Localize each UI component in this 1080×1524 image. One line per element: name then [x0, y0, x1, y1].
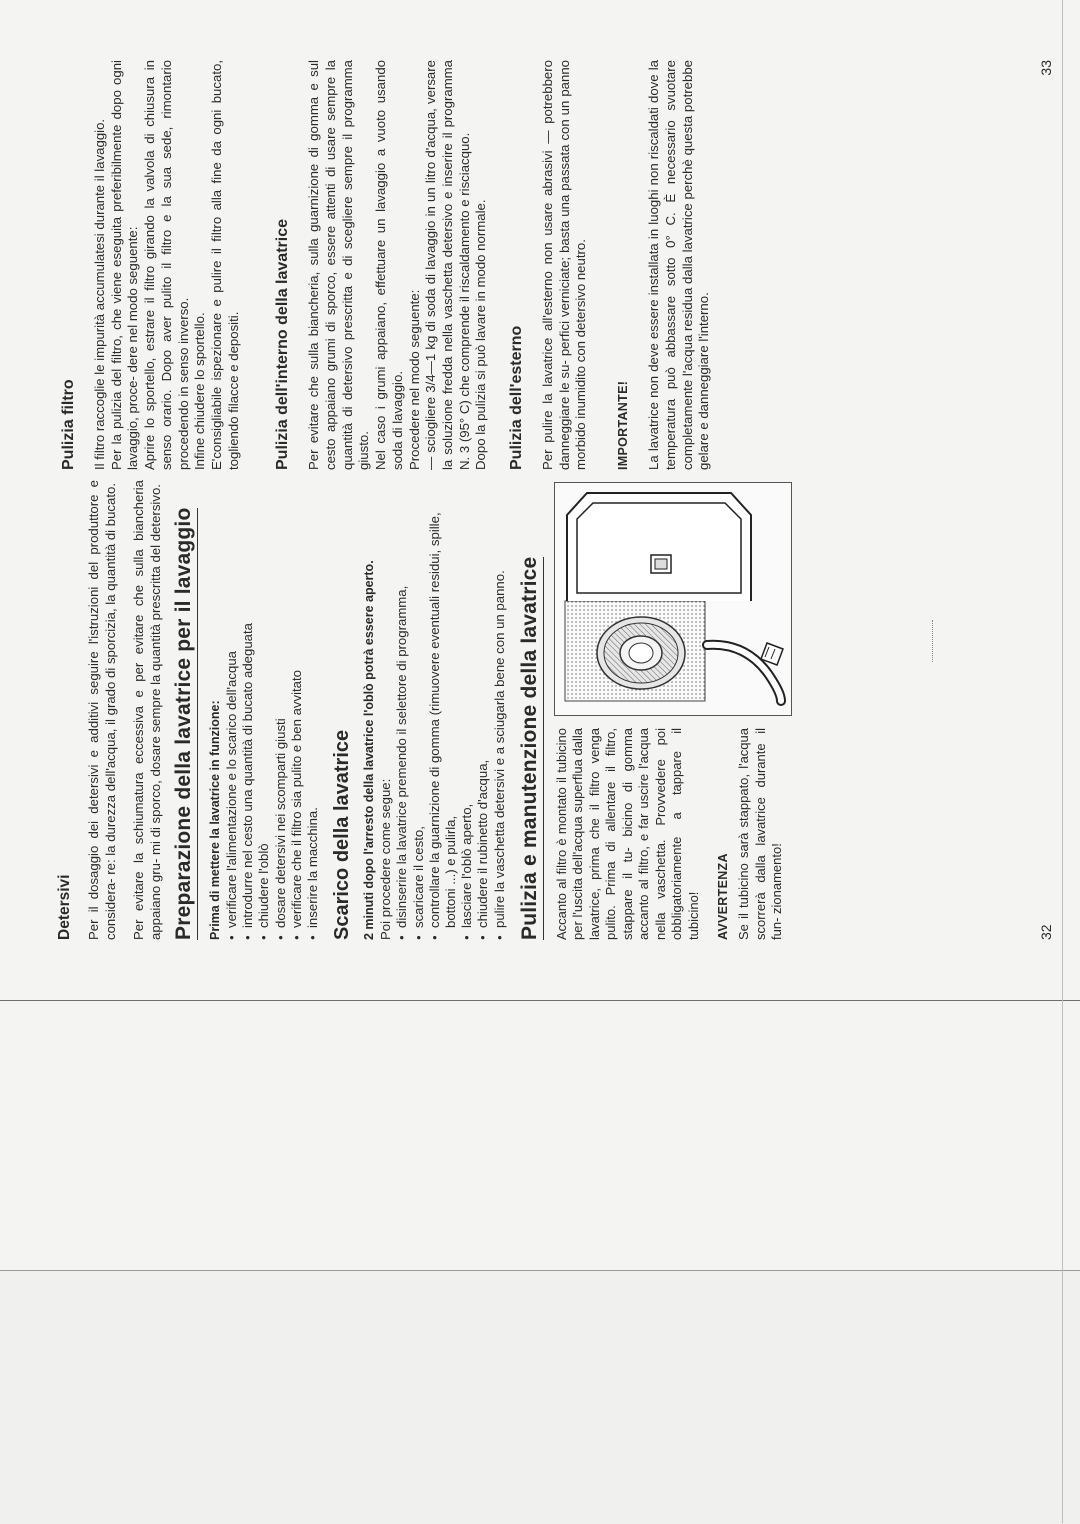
interno-p5: Dopo la pulizia si può lavare in modo normale. — [473, 199, 489, 470]
heading-preparazione: Preparazione della lavatrice per il lavaggio — [172, 508, 198, 940]
heading-scarico: Scarico della lavatrice — [331, 729, 354, 940]
esterno-p1: Per pulire la lavatrice all'esterno non usare abrasivi — potrebbero danneggiare le su- perfici verniciate; basta una passata con un panno morbido inumidito con detersivo neutro. — [540, 60, 589, 470]
importante-text: La lavatrice non deve essere installata in luoghi non riscaldati dove la temperatura può abbassare sotto 0° C. È necessario svuotare completamente l'acqua residua dalla lavatrice perchè questa potrebbe gelare e danneggiare l'interno. — [646, 60, 712, 470]
list-item: ● disinserire la lavatrice premendo il selettore di programma, — [394, 480, 410, 940]
list-item: ● controllare la guarnizione di gomma (rimuovere eventuali residui, spille, bottoni ...) e pulirla, — [427, 480, 459, 940]
list-item: ● scaricare il cesto, — [411, 480, 427, 940]
filtro-p4: Infine chiudere lo sportello. — [192, 312, 208, 470]
detersivi-p1: Per il dosaggio dei detersivi e additivi seguire l'istruzioni del produttore e considera- re: la durezza dell'acqua, il grado di sporcizia, la quantità di bucato. — [86, 480, 118, 940]
page-edge-rule — [1062, 0, 1063, 1523]
interno-p4: — sciogliere 3/4—1 kg di soda di lavaggio in un litro d'acqua, versare la soluzione fredda nella vaschetta detersivo e inserire il programma N. 3 (95° C) che comprende il riscaldamento e risciacquo. — [423, 60, 472, 470]
filter-hose-illustration — [554, 482, 792, 716]
avvertenza-text: Se il tubicino sarà stappato, l'acqua scorrerà dalla lavatrice durante il fun- zionamento! — [736, 728, 785, 940]
scan-lower-band — [0, 1270, 1080, 1524]
interno-p1: Per evitare che sulla biancheria, sulla guarnizione di gomma e sul cesto appaiano grumi di sporco, essere attenti di usare sempre la quantità di detersivo prescritta e di scegliere sempre il programma giusto. — [306, 60, 372, 470]
washing-machine-filter-drawing — [555, 483, 791, 715]
manutenzione-text — [554, 728, 798, 940]
scarico-list — [394, 480, 507, 940]
page-32 — [50, 480, 1060, 940]
heading-pulizia-filtro: Pulizia filtro — [60, 379, 77, 470]
filtro-p5: E'consigliabile ispezionare e pulire il filtro alla fine da ogni bucato, togliendo filacce e depositi. — [208, 60, 241, 470]
manutenzione-columns — [554, 480, 798, 940]
manutenzione-p1: Accanto al filtro è montato il tubicino per l'uscita dell'acqua superflua dalla lavatrice, prima che il filtro venga pulito. Prima di allentare il filtro, stappare il tu- bicino di gomma accanto al filtro, e far uscire l'acqua nella vaschetta. Provvedere poi obbligatoriamente a tappare il tubicino! — [553, 728, 701, 940]
interno-p3: Procedere nel modo seguente: — [406, 289, 422, 470]
preparazione-list — [224, 480, 321, 940]
preparazione-lead: Prima di mettere la lavatrice in funzione: — [208, 700, 222, 940]
page-number-33: 33 — [1038, 60, 1054, 76]
avvertenza-label: AVVERTENZA — [716, 853, 731, 940]
heading-pulizia-interno: Pulizia dell'interno della lavatrice — [274, 219, 292, 470]
filtro-p2: Per la pulizia del filtro, che viene eseguita preferibilmente dopo ogni lavaggio, proce- dere nel modo seguente: — [108, 60, 141, 470]
list-item: ● dosare detersivi nei scomparti giusti — [273, 480, 289, 940]
page-number-32: 32 — [1038, 924, 1054, 940]
scarico-intro: Poi procedere come segue: — [378, 778, 394, 940]
list-item: ● introdurre nel cesto una quantità di bucato adeguata — [240, 480, 256, 940]
list-item: ● lasciare l'oblò aperto, — [459, 480, 475, 940]
interno-p2: Nel caso i grumi appaiano, effettuare un lavaggio a vuoto usando soda di lavaggio. — [373, 60, 405, 470]
list-item: ● pulire la vaschetta detersivi e a sciugarla bene con un panno. — [492, 480, 508, 940]
list-item: ● inserire la macchina. — [305, 480, 321, 940]
heading-detersivi: Detersivi — [56, 874, 73, 940]
list-item: ● chiudere il rubinetto d'acqua, — [475, 480, 491, 940]
heading-pulizia-esterno: Pulizia dell'esterno — [508, 325, 526, 470]
manual-spread — [50, 50, 1060, 970]
scarico-lead: 2 minuti dopo l'arresto della lavatrice l'oblò potrà essere aperto. — [362, 560, 377, 940]
page-33 — [50, 60, 1060, 470]
detersivi-p2: Per evitare la schiumatura eccessiva e per evitare che sulla biancheria appaiano gru- mi di sporco, dosare sempre la quantità prescritta del detersivo. — [131, 480, 163, 940]
list-item: ● verificare che il filtro sia pulito e ben avvitato — [289, 480, 305, 940]
filtro-p1: Il filtro raccoglie le impurità accumulatesi durante il lavaggio. — [92, 118, 107, 470]
heading-manutenzione: Pulizia e manutenzione della lavatrice — [518, 557, 544, 940]
filtro-p3: Aprire lo sportello, estrare il filtro girando la valvola di chiusura in senso orario. Dopo aver pulito il filtro e la sua sede, rimontario procedendo in senso inverso. — [142, 60, 191, 470]
fold-line — [0, 1000, 1080, 1001]
importante-label: IMPORTANTE! — [616, 380, 631, 470]
list-item: ● verificare l'alimentazione e lo scarico dell'acqua — [224, 480, 240, 940]
list-item: ● chiudere l'oblò — [256, 480, 272, 940]
